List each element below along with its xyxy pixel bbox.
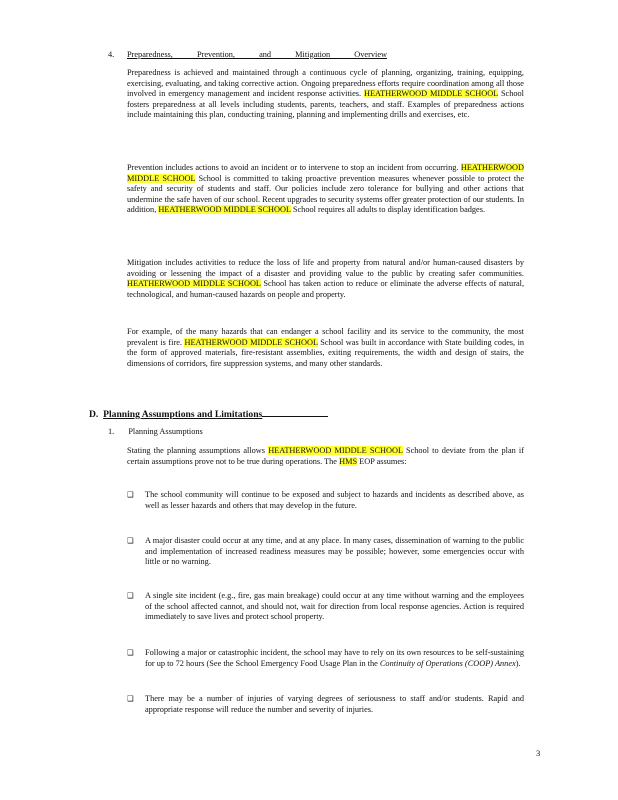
bullet-text: A single site incident (e.g., fire, gas main breakage) could occur at any time without warning and the employees of the school affected cannot, and should not, wait for direction from local response agencies. Action is required immediately to save lives and protect school property. xyxy=(145,591,524,622)
bullet-text-part: Following a major or catastrophic incident, the school may have to rely on its own resources to be self-sustaining for up to 72 hours (See the School Emergency Food Usage Plan in the xyxy=(145,648,524,668)
paragraph-text: School fosters preparedness at all levels including students, parents, teachers, and staff. Examples of preparedness actions include maintaining this plan, conducting training, planning and implementing drills and exercises, etc. xyxy=(127,89,524,120)
paragraph-text: Prevention includes actions to avoid an incident or to intervene to stop an incident from occurring. xyxy=(127,163,459,172)
checkbox-bullet-icon: ❑ xyxy=(127,536,134,545)
school-name-highlight: HEATHERWOOD MIDDLE SCHOOL xyxy=(127,279,261,289)
school-name-highlight: HEATHERWOOD MIDDLE SCHOOL xyxy=(158,205,291,215)
bullet-text-part: ). xyxy=(515,658,521,668)
section-d-heading xyxy=(89,407,328,420)
school-name-highlight: HEATHERWOOD MIDDLE SCHOOL xyxy=(363,89,499,99)
paragraph-text: School to deviate from the plan if certain assumptions prove not to be true during operations. The xyxy=(127,446,525,466)
paragraph-text: School was built in accordance with State building codes, in the form of approved materials, fire-resistant assemblies, exiting requirements, the width and design of stairs, the dimensions of corridors, fire suppression systems, and many other standards. xyxy=(127,337,525,368)
subsection-1-heading xyxy=(108,427,203,436)
page-number: 3 xyxy=(536,748,541,758)
item-heading: Preparedness, Prevention, and Mitigation Overview xyxy=(127,50,387,59)
paragraph-text: For example, of the many hazards that can endanger a school facility and its service to the community, the most prevalent is fire. xyxy=(127,327,524,347)
paragraph-text: Mitigation includes activities to reduce the loss of life and property from natural and/or human-caused disasters by avoiding or lessening the impact of a disaster and providing value to the public by creating safer communities. xyxy=(127,258,524,278)
paragraph-fire-example xyxy=(127,327,524,369)
paragraph-text: School requires all adults to display identification badges. xyxy=(292,205,486,215)
paragraph-text: EOP assumes: xyxy=(359,456,407,466)
section-letter: D. xyxy=(89,409,99,420)
checkbox-bullet-icon: ❑ xyxy=(127,591,134,600)
school-name-highlight: HEATHERWOOD MIDDLE SCHOOL xyxy=(127,163,524,183)
subsection-label: Planning Assumptions xyxy=(128,427,203,436)
paragraph-preparedness xyxy=(127,68,524,121)
paragraph-text: School is committed to taking proactive prevention measures whenever possible to protect the safety and security of students and staff. Our policies include zero tolerance for bullying and other actions that undermine the safe haven of our school. Recent upgrades to security systems offer greater protection of our students. In addition, xyxy=(127,173,525,215)
paragraph-assumptions-intro xyxy=(127,446,524,467)
item-number: 4. xyxy=(108,50,115,59)
paragraph-text: Preparedness is achieved and maintained through a continuous cycle of planning, organizing, training, equipping, exercising, evaluating, and taking corrective action. Ongoing preparedness efforts require coordination among all those involved in emergency management and incident response activities. xyxy=(127,68,524,99)
checkbox-bullet-icon: ❑ xyxy=(127,490,134,499)
annex-reference: Continuity of Operations (COOP) Annex xyxy=(379,658,516,668)
bullet-text: The school community will continue to be exposed and subject to hazards and incidents as described above, as well as lesser hazards and others that may develop in the future. xyxy=(145,490,524,510)
school-name-highlight: HEATHERWOOD MIDDLE SCHOOL xyxy=(184,337,318,347)
bullet-text: There may be a number of injuries of varying degrees of seriousness to staff and/or students. Rapid and appropriate response will reduce the number and severity of injuries. xyxy=(145,694,524,714)
section-title: Planning Assumptions and Limitations xyxy=(103,409,263,420)
hms-abbreviation-highlight: HMS xyxy=(339,456,358,466)
checkbox-bullet-icon: ❑ xyxy=(127,648,134,657)
bullet-text: A major disaster could occur at any time, and at any place. In many cases, dissemination of warning to the public and implementation of increased readiness measures may be possible; however, some emergencies occur with little or no warning. xyxy=(145,536,524,567)
checkbox-bullet-icon: ❑ xyxy=(127,694,134,703)
paragraph-text: Stating the planning assumptions allows xyxy=(127,446,266,455)
subsection-number: 1. xyxy=(108,427,115,436)
paragraph-text: School has taken action to reduce or eliminate the adverse effects of natural, technological, and human-caused hazards on people and property. xyxy=(127,279,525,299)
paragraph-prevention xyxy=(127,163,524,216)
paragraph-mitigation xyxy=(127,258,524,300)
school-name-highlight: HEATHERWOOD MIDDLE SCHOOL xyxy=(268,446,403,455)
heading-underline xyxy=(262,407,328,417)
bullet-text xyxy=(145,648,524,669)
